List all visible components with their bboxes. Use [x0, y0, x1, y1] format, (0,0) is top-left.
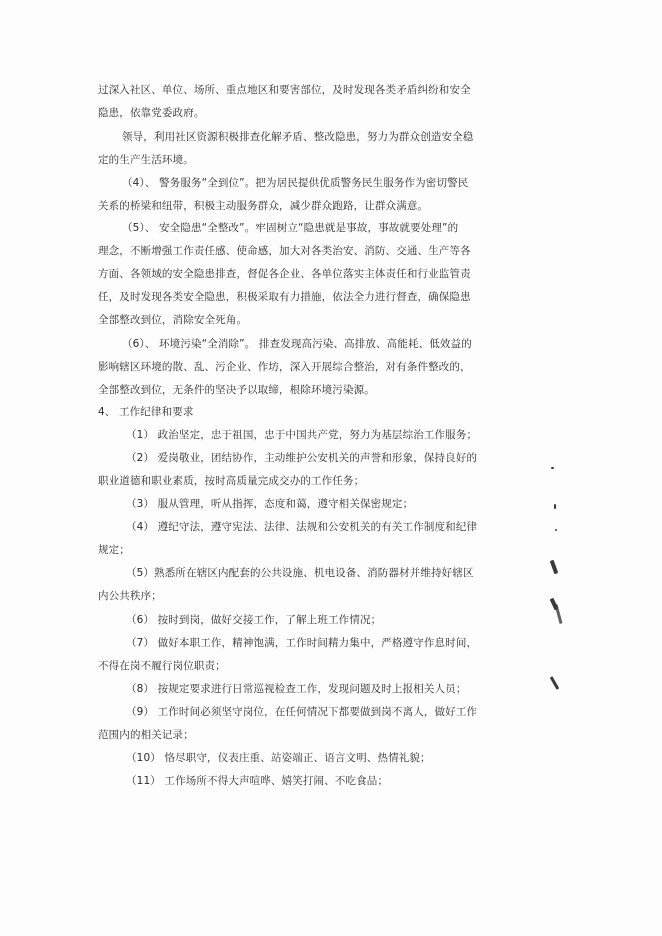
text-line: （2） 爱岗敬业，团结协作，主动维护公安机关的声誉和形象，保持良好的 [126, 452, 478, 464]
scan-artifact [554, 604, 562, 624]
text-line: 不得在岗不履行岗位职责； [98, 660, 226, 672]
text-line: 全部整改到位，消除安全死角。 [98, 314, 248, 326]
text-line: 过深入社区、单位、场所、重点地区和要害部位，及时发现各类矛盾纠纷和安全 [98, 84, 471, 96]
text-line: 职业道德和职业素质，按时高质量完成交办的工作任务； [98, 475, 365, 487]
text-line: （1） 政治坚定，忠于祖国，忠于中国共产党，努力为基层综治工作服务； [126, 429, 478, 441]
text-line: 隐患，依靠党委政府。 [98, 107, 205, 119]
text-line: 影响辖区环境的散、乱、污企业、作坊，深入开展综合整治，对有条件整改的， [98, 361, 471, 373]
scan-artifact [550, 560, 559, 575]
text-line: 定的生产生活环境。 [98, 154, 194, 166]
text-line: （4）、 警务服务“全到位”。把为居民提供优质警务民生服务作为密切警民 [122, 177, 469, 189]
scan-artifact [550, 676, 560, 690]
text-line: （10） 恪尽职守，仪表庄重、站姿端正、语言文明、热情礼貌； [126, 752, 431, 764]
text-line: 关系的桥梁和纽带，积极主动服务群众，减少群众跑路，让群众满意。 [98, 200, 429, 212]
text-line: 全部整改到位，无条件的坚决予以取缔，根除环境污染源。 [98, 384, 375, 396]
text-line: （3） 服从管理，听从指挥，态度和蔼，遵守相关保密规定； [126, 498, 414, 510]
scan-artifact [555, 529, 557, 531]
text-line: （5）、 安全隐患“全整改”。牢固树立“隐患就是事故，事故就要处理”的 [122, 222, 459, 234]
scan-artifact [554, 504, 556, 509]
text-line: （7） 做好本职工作，精神饱满，工作时间精力集中，严格遵守作息时间， [126, 637, 478, 649]
text-line: 方面、各领域的安全隐患排查，督促各企业、各单位落实主体责任和行业监管责 [98, 268, 471, 280]
text-line: （8） 按规定要求进行日常巡视检查工作，发现问题及时上报相关人员； [126, 683, 467, 695]
text-line: 任，及时发现各类安全隐患，积极采取有力措施，依法全力进行督查，确保隐患 [98, 291, 471, 303]
text-line: 领导，利用社区资源积极排查化解矛盾、整改隐患，努力为群众创造安全稳 [122, 131, 474, 143]
text-line: （6）、 环境污染“全消除”。 排查发现高污染、高排放、高能耗、低效益的 [122, 338, 472, 350]
text-line: （9） 工作时间必须坚守岗位，在任何情况下都要做到岗不离人，做好工作 [126, 706, 478, 718]
scan-artifact [551, 467, 554, 469]
text-line: （4） 遵纪守法，遵守宪法、法律、法规和公安机关的有关工作制度和纪律 [126, 521, 478, 533]
text-line: 理念，不断增强工作责任感、使命感，加大对各类治安、消防、交通、生产等各 [98, 245, 471, 257]
text-line: （5）熟悉所在辖区内配套的公共设施、机电设备、消防器材并维持好辖区 [126, 567, 474, 579]
section-heading: 4、 工作纪律和要求 [98, 406, 194, 418]
text-line: 范围内的相关记录； [98, 729, 194, 741]
text-line: （6） 按时到岗，做好交接工作，了解上班工作情况； [126, 614, 382, 626]
text-line: （11） 工作场所不得大声喧哗、嬉笑打闹、不吃食品； [126, 775, 389, 787]
text-line: 规定； [98, 544, 130, 556]
text-line: 内公共秩序； [98, 590, 162, 602]
